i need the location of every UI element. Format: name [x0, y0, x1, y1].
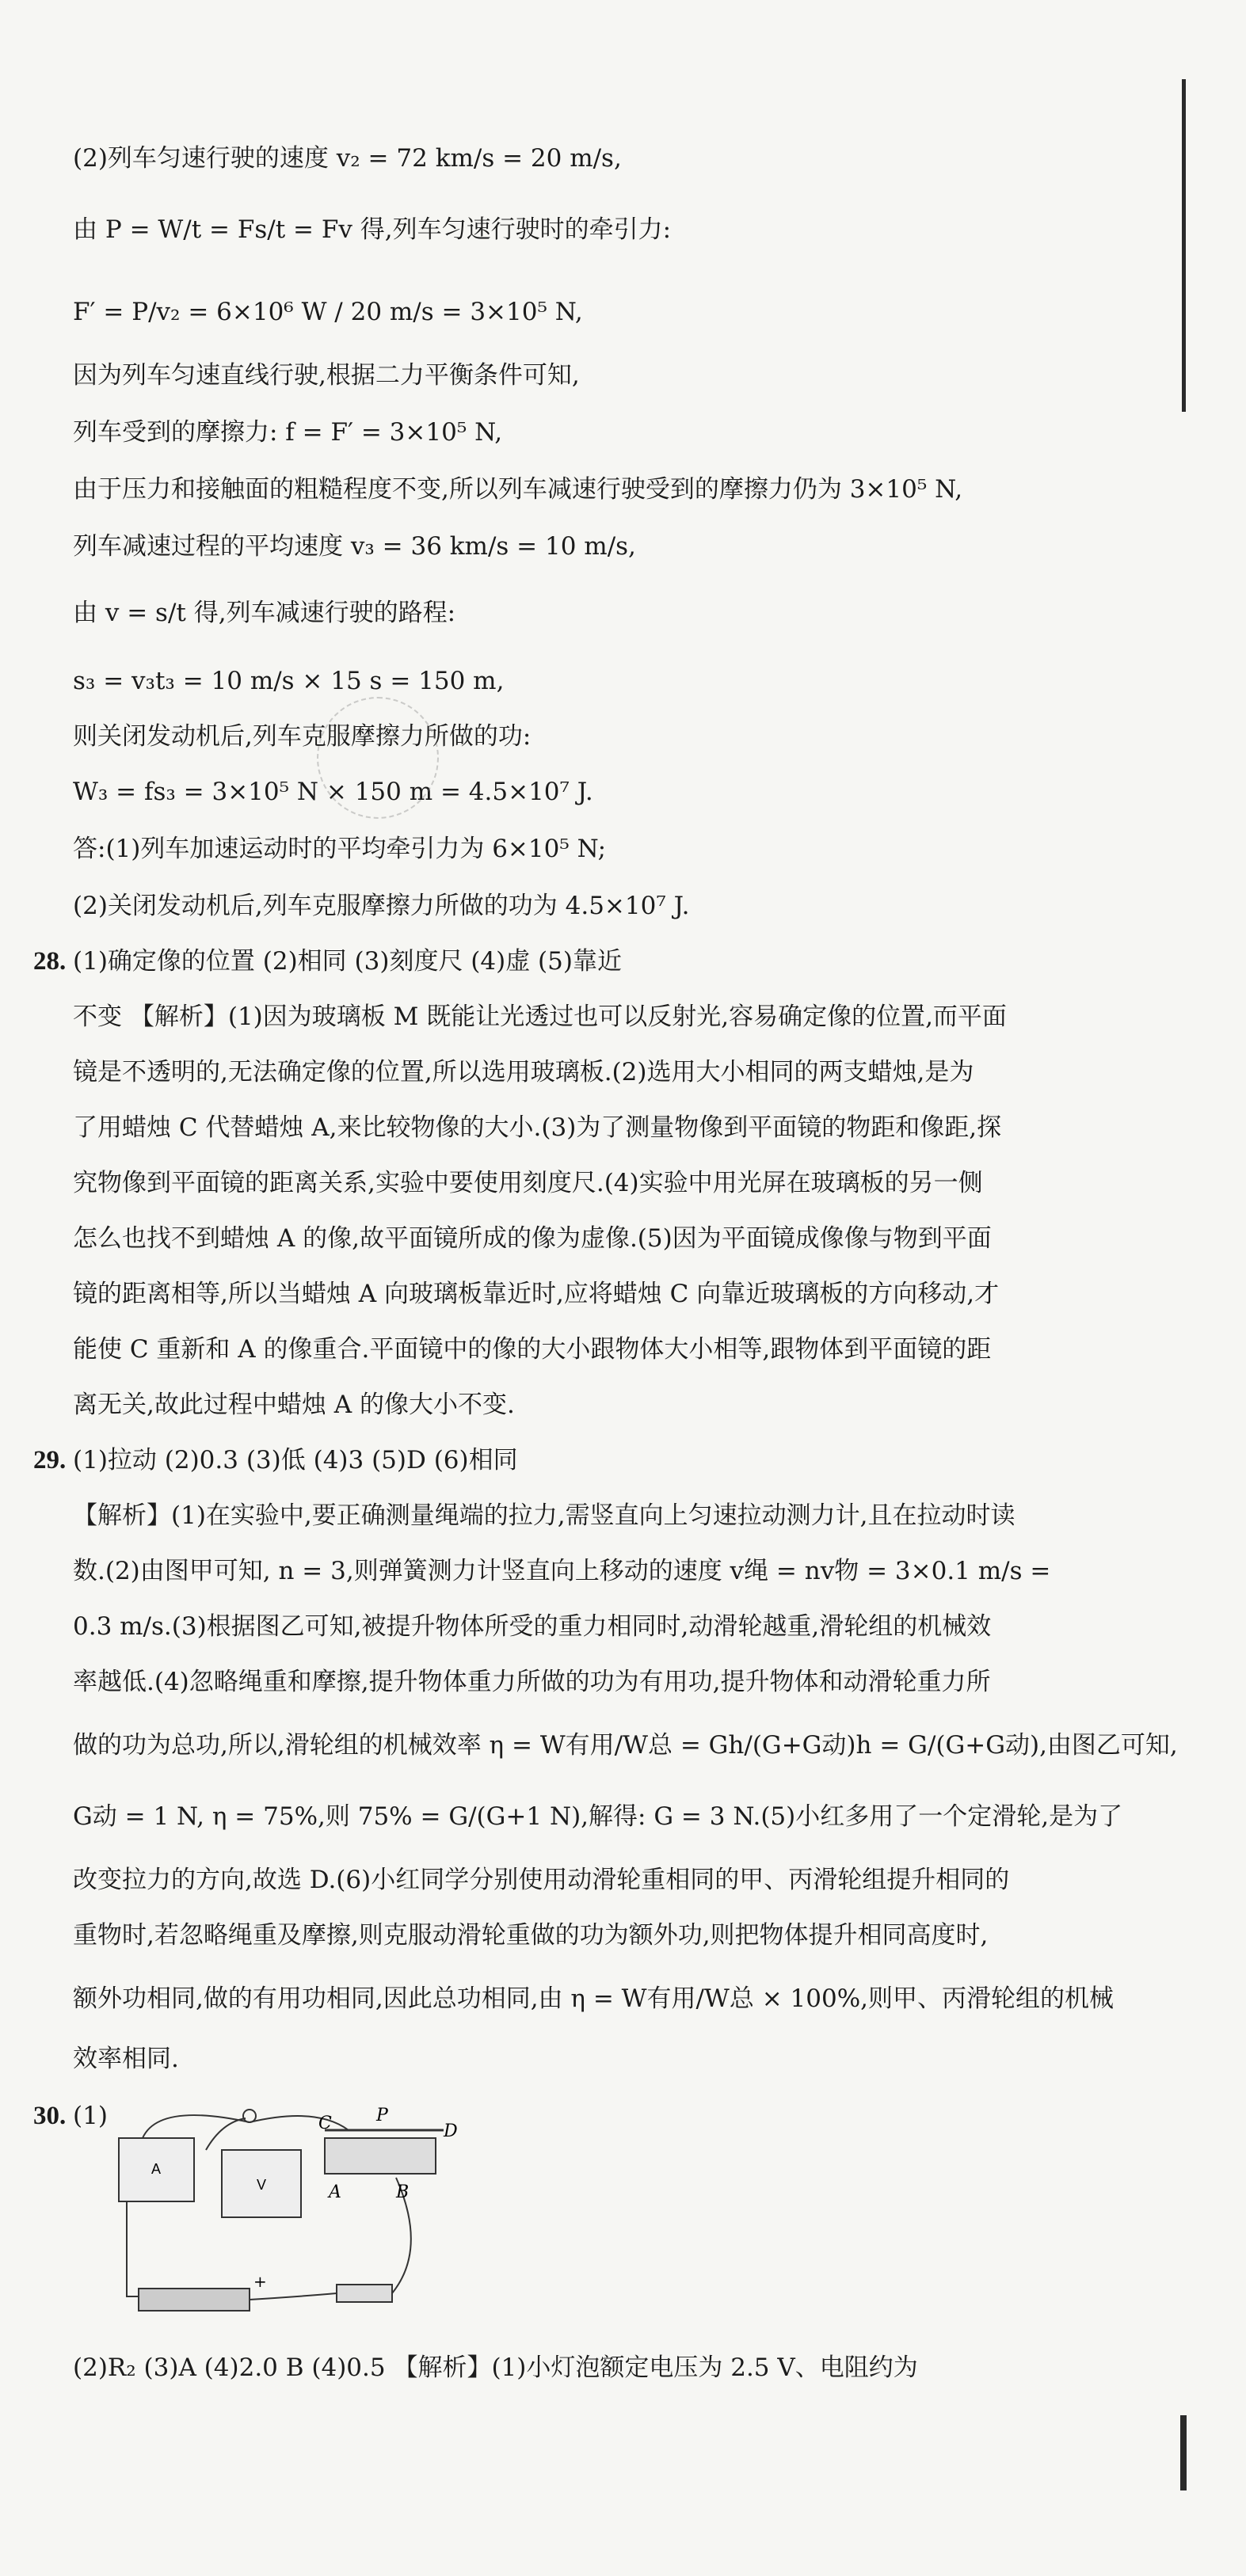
text-line: (2)R₂ (3)A (4)2.0 B (4)0.5 【解析】(1)小灯泡额定电压为 2.5 V、电阻约为: [73, 2353, 918, 2382]
ammeter-label: A: [151, 2161, 162, 2177]
text-line: 做的功为总功,所以,滑轮组的机械效率 η = W有用/W总 = Gh/(G+G动)h = G/(G+G动),由图乙可知,: [73, 1731, 1178, 1760]
text-line: 了用蜡烛 C 代替蜡烛 A,来比较物像的大小.(3)为了测量物像到平面镜的物距和像距,探: [73, 1113, 1002, 1142]
text-line: 怎么也找不到蜡烛 A 的像,故平面镜所成的像为虚像.(5)因为平面镜成像像与物到平面: [73, 1224, 992, 1253]
circuit-diagram: [111, 2106, 491, 2344]
voltmeter-label: V: [256, 2177, 267, 2193]
text-line: 镜的距离相等,所以当蜡烛 A 向玻璃板靠近时,应将蜡烛 C 向靠近玻璃板的方向移动,才: [73, 1280, 1000, 1308]
label-c: C: [318, 2114, 332, 2133]
rheostat: [325, 2130, 444, 2174]
text-line: 列车减速过程的平均速度 v₃ = 36 km/s = 10 m/s,: [73, 532, 636, 561]
text-line: 由 P = W/t = Fs/t = Fv 得,列车匀速行驶时的牵引力:: [73, 215, 672, 244]
switch: [337, 2285, 392, 2302]
text-line: (2)关闭发动机后,列车克服摩擦力所做的功为 4.5×10⁷ J.: [73, 892, 690, 920]
label-plus: +: [253, 2272, 267, 2291]
text-line: 额外功相同,做的有用功相同,因此总功相同,由 η = W有用/W总 × 100%,则甲、丙滑轮组的机械: [73, 1984, 1114, 2013]
question-number: 30.: [33, 2102, 67, 2130]
text-line: 率越低.(4)忽略绳重和摩擦,提升物体重力所做的功为有用功,提升物体和动滑轮重力所: [73, 1668, 991, 1696]
question-number: 29.: [33, 1446, 67, 1474]
text-line: (1): [73, 2102, 108, 2130]
text-line: 因为列车匀速直线行驶,根据二力平衡条件可知,: [73, 361, 580, 390]
text-line: (1)确定像的位置 (2)相同 (3)刻度尺 (4)虚 (5)靠近: [73, 947, 622, 976]
text-line: 答:(1)列车加速运动时的平均牵引力为 6×10⁵ N;: [73, 835, 607, 863]
text-line: 能使 C 重新和 A 的像重合.平面镜中的像的大小跟物体大小相等,跟物体到平面镜的距: [73, 1335, 992, 1364]
text-line: W₃ = fs₃ = 3×10⁵ N × 150 m = 4.5×10⁷ J.: [73, 778, 593, 806]
voltmeter: [222, 2150, 301, 2217]
question-number: 28.: [33, 947, 67, 976]
text-line: 究物像到平面镜的距离关系,实验中要使用刻度尺.(4)实验中用光屏在玻璃板的另一侧: [73, 1169, 983, 1197]
scan-edge: [1182, 79, 1186, 412]
ammeter: [119, 2138, 194, 2201]
text-line: 效率相同.: [73, 2045, 179, 2073]
label-p: P: [376, 2106, 388, 2125]
text-line: 不变 【解析】(1)因为玻璃板 M 既能让光透过也可以反射光,容易确定像的位置,而平面: [73, 1003, 1007, 1031]
text-line: 列车受到的摩擦力: f = F′ = 3×10⁵ N,: [73, 418, 503, 447]
text-line: 离无关,故此过程中蜡烛 A 的像大小不变.: [73, 1391, 515, 1419]
text-line: 【解析】(1)在实验中,要正确测量绳端的拉力,需竖直向上匀速拉动测力计,且在拉动时读: [73, 1501, 1015, 1530]
label-d: D: [444, 2121, 458, 2141]
text-line: 由 v = s/t 得,列车减速行驶的路程:: [73, 599, 456, 627]
scan-edge: [1180, 2415, 1187, 2490]
text-line: (2)列车匀速行驶的速度 v₂ = 72 km/s = 20 m/s,: [73, 144, 622, 173]
text-line: F′ = P/v₂ = 6×10⁶ W / 20 m/s = 3×10⁵ N,: [73, 298, 583, 326]
label-b: B: [396, 2182, 410, 2202]
text-line: 由于压力和接触面的粗糙程度不变,所以列车减速行驶受到的摩擦力仍为 3×10⁵ N,: [73, 475, 963, 504]
text-line: G动 = 1 N, η = 75%,则 75% = G/(G+1 N),解得: G = 3 N.(5)小红多用了一个定滑轮,是为了: [73, 1802, 1123, 1831]
text-line: (1)拉动 (2)0.3 (3)低 (4)3 (5)D (6)相同: [73, 1446, 518, 1474]
text-line: 数.(2)由图甲可知, n = 3,则弹簧测力计竖直向上移动的速度 v绳 = nv物 = 3×0.1 m/s =: [73, 1557, 1051, 1585]
text-line: 则关闭发动机后,列车克服摩擦力所做的功:: [73, 722, 532, 751]
text-line: 改变拉力的方向,故选 D.(6)小红同学分别使用动滑轮重相同的甲、丙滑轮组提升相同的: [73, 1866, 1010, 1894]
lamp-icon: [243, 2110, 256, 2122]
battery: [139, 2289, 250, 2311]
text-line: 重物时,若忽略绳重及摩擦,则克服动滑轮重做的功为额外功,则把物体提升相同高度时,: [73, 1921, 989, 1950]
text-line: 镜是不透明的,无法确定像的位置,所以选用玻璃板.(2)选用大小相同的两支蜡烛,是为: [73, 1058, 974, 1086]
label-a: A: [329, 2182, 341, 2202]
text-line: s₃ = v₃t₃ = 10 m/s × 15 s = 150 m,: [73, 667, 505, 695]
faint-stamp: [317, 697, 439, 819]
text-line: 0.3 m/s.(3)根据图乙可知,被提升物体所受的重力相同时,动滑轮越重,滑轮组的机械效: [73, 1612, 992, 1641]
